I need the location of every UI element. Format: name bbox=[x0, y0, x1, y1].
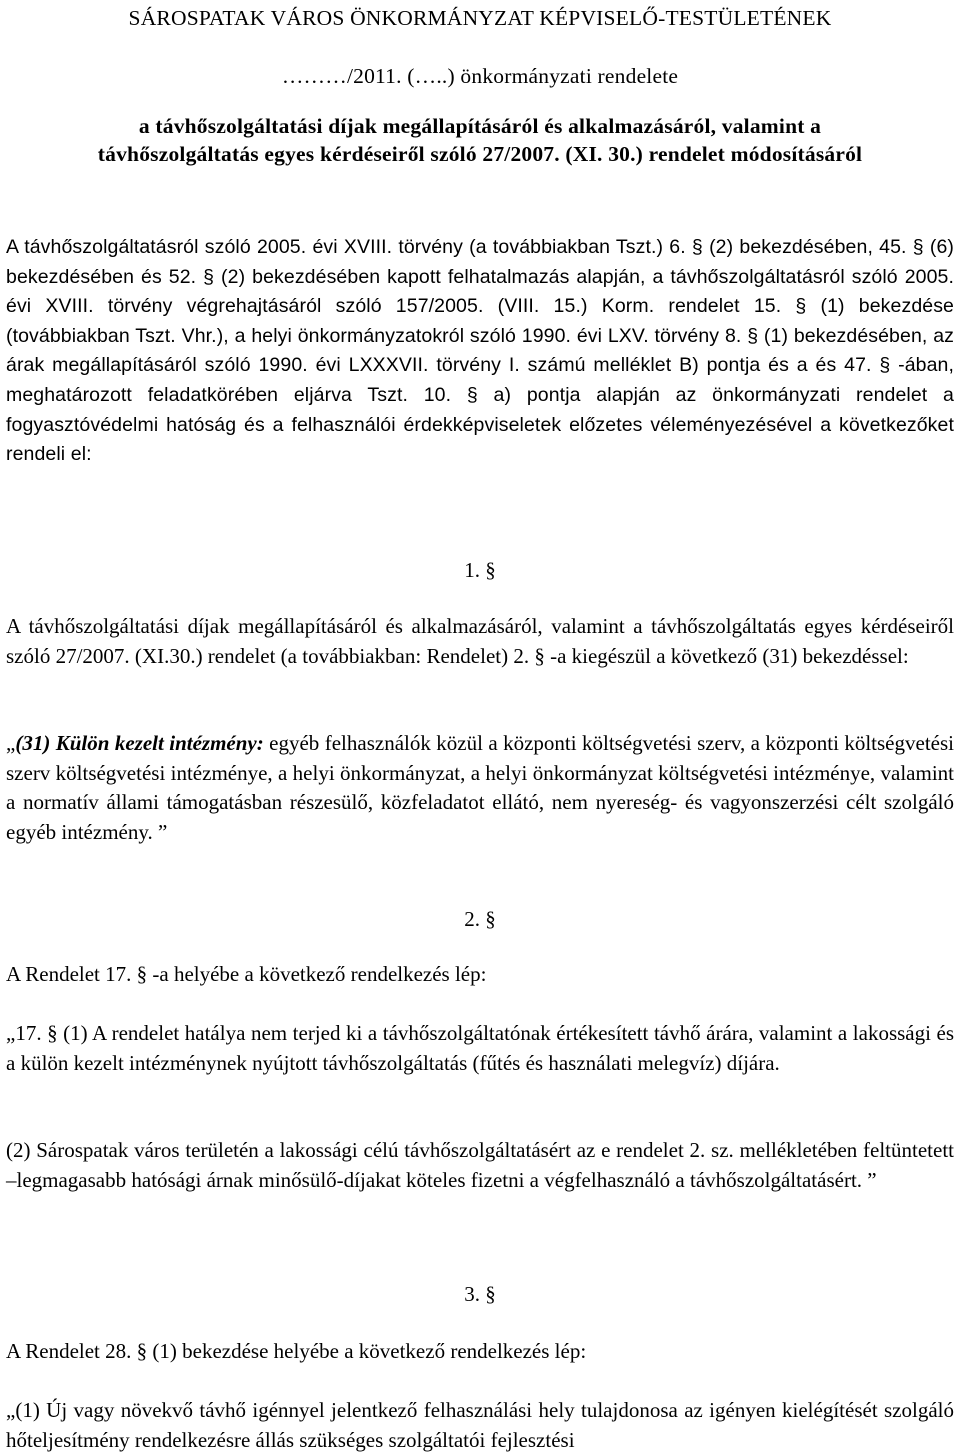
section-3-heading: 3. § bbox=[464, 1282, 496, 1306]
quote-open-mark: „ bbox=[6, 731, 16, 755]
section-2-intro: A Rendelet 17. § -a helyébe a következő rendelkezés lép: bbox=[6, 962, 487, 986]
section-1-intro: A távhőszolgáltatási díjak megállapításáról és alkalmazásáról, valamint a távhőszolgáltatás egyes kérdéseiről szóló 27/2007. (XI.30.) rendelet (a továbbiakban: Rendelet) 2. § -a kiegészül a következő (31) bekezdéssel: bbox=[6, 614, 954, 668]
section-1-quote bbox=[6, 729, 954, 847]
decree-title-line-2: távhőszolgáltatás egyes kérdéseiről szóló 27/2007. (XI. 30.) rendelet módosításáról bbox=[97, 142, 863, 166]
preamble: A távhőszolgáltatásról szóló 2005. évi XVIII. törvény (a továbbiakban Tszt.) 6. § (2) bekezdésében, 45. § (6) bekezdésében és 52. § (2) bekezdésében kapott felhatalmazás alapján, a távhőszolgáltatásról szóló 2005. évi XVIII. törvény végrehajtásáról szóló 157/2005. (VIII. 15.) Korm. rendelet 15. § (1) bekezdése (továbbiakban Tszt. Vhr.), a helyi önkormányzatokról szóló 1990. évi LXV. törvény 8. § (1) bekezdésében, az árak megállapításáról szóló 1990. évi LXXXVII. törvény I. számú melléklet B) pontja és a és 47. § -ában, meghatározott feladatkörében eljárva Tszt. 10. § a) pontja alapján az önkormányzati rendelet a fogyasztóvédelmi hatóság és a felhasználói érdekképviseletek előzetes véleményezésével a következőket rendeli el: bbox=[6, 236, 954, 466]
definition-text: egyéb felhasználók közül a központi költségvetési szerv, a központi költségvetési szerv költségvetési intézménye, a helyi önkormányzat, a helyi önkormányzat költségvetési intézménye, valamint a normatív állami támogatásban részesülő, közfeladatot ellátó, nem nyereség- és vagyonszerzési célt szolgáló egyéb intézmény. ” bbox=[6, 731, 954, 844]
section-2-heading: 2. § bbox=[464, 907, 496, 931]
document-header bbox=[0, 4, 960, 168]
section-1-heading: 1. § bbox=[464, 558, 496, 582]
decree-number: ………/2011. (…..) önkormányzati rendelete bbox=[281, 64, 679, 88]
defined-term: (31) Külön kezelt intézmény: bbox=[15, 731, 264, 755]
council-name: SÁROSPATAK VÁROS ÖNKORMÁNYZAT KÉPVISELŐ-TESTÜLETÉNEK bbox=[128, 6, 832, 30]
section-3-intro: A Rendelet 28. § (1) bekezdése helyébe a következő rendelkezés lép: bbox=[6, 1339, 587, 1363]
section-2-paragraph-2: (2) Sárospatak város területén a lakossági célú távhőszolgáltatásért az e rendelet 2. sz. mellékletében feltüntetett –legmagasabb hatósági árnak minősülő-díjakat köteles fizetni a végfelhasználó a távhőszolgáltatásért. ” bbox=[6, 1138, 954, 1192]
section-2-paragraph-1: „17. § (1) A rendelet hatálya nem terjed ki a távhőszolgáltatónak értékesített távhő árára, valamint a lakossági és a külön kezelt intézménynek nyújtott távhőszolgáltatás (fűtés és használati melegvíz) díjára. bbox=[6, 1021, 954, 1075]
decree-title-line-1: a távhőszolgáltatási díjak megállapításáról és alkalmazásáról, valamint a bbox=[138, 114, 822, 138]
section-3-paragraph-1: „(1) Új vagy növekvő távhő igénnyel jelentkező felhasználási hely tulajdonosa az igényen kielégítését szolgáló hőteljesítmény rendelkezésre állás szükséges szolgáltatói fejlesztési bbox=[6, 1398, 954, 1452]
